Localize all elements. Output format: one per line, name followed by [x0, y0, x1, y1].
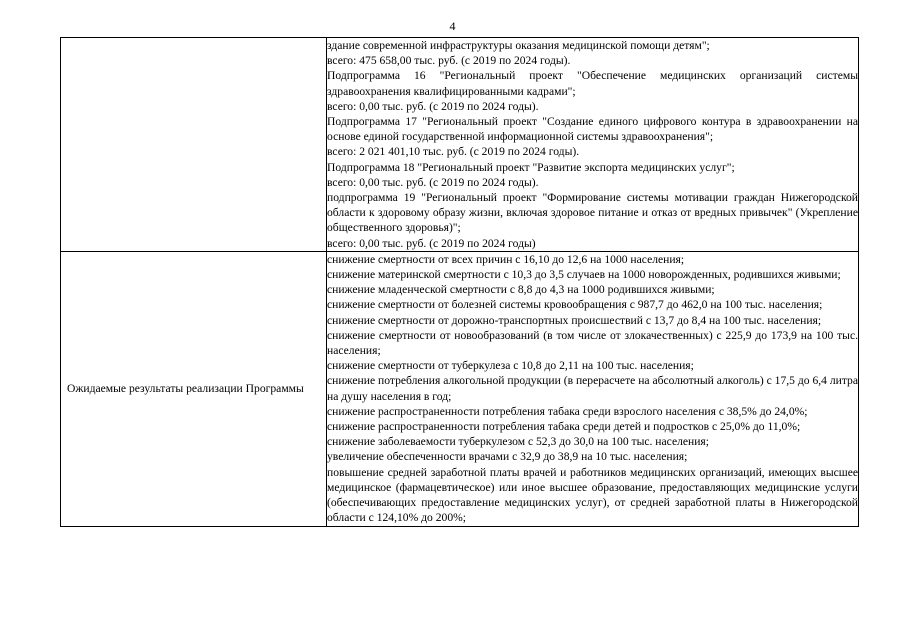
- result-item: увеличение обеспеченности врачами с 32,9 до 38,9 на 10 тыс. населения;: [327, 450, 688, 464]
- result-item: снижение материнской смертности с 10,3 до 3,5 случаев на 1000 новорожденных, родившихся живыми;: [327, 268, 841, 282]
- funding-line: Подпрограмма 16 "Региональный проект "Обеспечение медицинских организаций системы здравоохранения квалифицированными кадрами";: [327, 69, 858, 98]
- result-item: снижение смертности от дорожно-транспортных происшествий с 13,7 до 8,4 на 100 тыс. населения;: [327, 313, 822, 327]
- result-item: повышение средней заработной платы врачей и работников медицинских организаций, имеющих высшее медицинское (фармацевтическое) или иное высшее образование, предоставляющих медицинские услуги (обеспечивающих предоставление медицинских услуг), от средней заработной платы в Нижегородской области с 124,10% до 200%;: [327, 465, 858, 525]
- result-item: снижение заболеваемости туберкулезом с 52,3 до 30,0 на 100 тыс. населения;: [327, 435, 709, 449]
- result-item: снижение распространенности потребления табака среди взрослого населения с 38,5% до 24,0%;: [327, 404, 808, 418]
- funding-line: здание современной инфраструктуры оказания медицинской помощи детям";: [327, 39, 710, 52]
- results-content-cell: [327, 251, 859, 526]
- funding-line: всего: 2 021 401,10 тыс. руб. (с 2019 по 2024 годы).: [327, 145, 580, 159]
- funding-line: всего: 0,00 тыс. руб. (с 2019 по 2024 годы): [327, 236, 536, 250]
- result-item: снижение смертности от всех причин с 16,10 до 12,6 на 1000 населения;: [327, 252, 685, 266]
- funding-line: подпрограмма 19 "Региональный проект "Формирование системы мотивации граждан Нижегородской области к здоровому образу жизни, включая здоровое питание и отказ от вредных привычек" (Укрепление общественного здоровья)";: [327, 191, 858, 235]
- results-row: [61, 251, 859, 526]
- result-item: снижение младенческой смертности с 8,8 до 4,3 на 1000 родившихся живыми;: [327, 283, 715, 297]
- result-item: снижение смертности от новообразований (в том числе от злокачественных) с 225,9 до 173,9 на 100 тыс. населения;: [327, 328, 858, 358]
- result-item: снижение смертности от туберкулеза с 10,8 до 2,11 на 100 тыс. населения;: [327, 359, 694, 373]
- funding-row: [61, 38, 859, 252]
- result-item: снижение потребления алкогольной продукции (в перерасчете на абсолютный алкоголь) с 17,5 до 6,4 литра на душу населения в год;: [327, 374, 858, 403]
- funding-line: Подпрограмма 18 "Региональный проект "Развитие экспорта медицинских услуг";: [327, 160, 735, 174]
- page-number: 4: [449, 19, 456, 33]
- funding-line: всего: 475 658,00 тыс. руб. (с 2019 по 2024 годы).: [327, 54, 571, 68]
- result-item: снижение распространенности потребления табака среди детей и подростков с 25,0% до 11,0%;: [327, 420, 801, 434]
- funding-line: Подпрограмма 17 "Региональный проект "Создание единого цифрового контура в здравоохранении на основе единой государственной информационной системы здравоохранения";: [327, 115, 858, 144]
- funding-line: всего: 0,00 тыс. руб. (с 2019 по 2024 годы).: [327, 175, 539, 189]
- funding-label-cell: [61, 38, 327, 252]
- funding-line: всего: 0,00 тыс. руб. (с 2019 по 2024 годы).: [327, 99, 539, 113]
- results-label: Ожидаемые результаты реализации Программы: [61, 251, 327, 526]
- result-item: снижение смертности от болезней системы кровообращения с 987,7 до 462,0 на 100 тыс. населения;: [327, 298, 823, 312]
- program-passport-table: [60, 37, 859, 527]
- funding-content-cell: [327, 38, 859, 252]
